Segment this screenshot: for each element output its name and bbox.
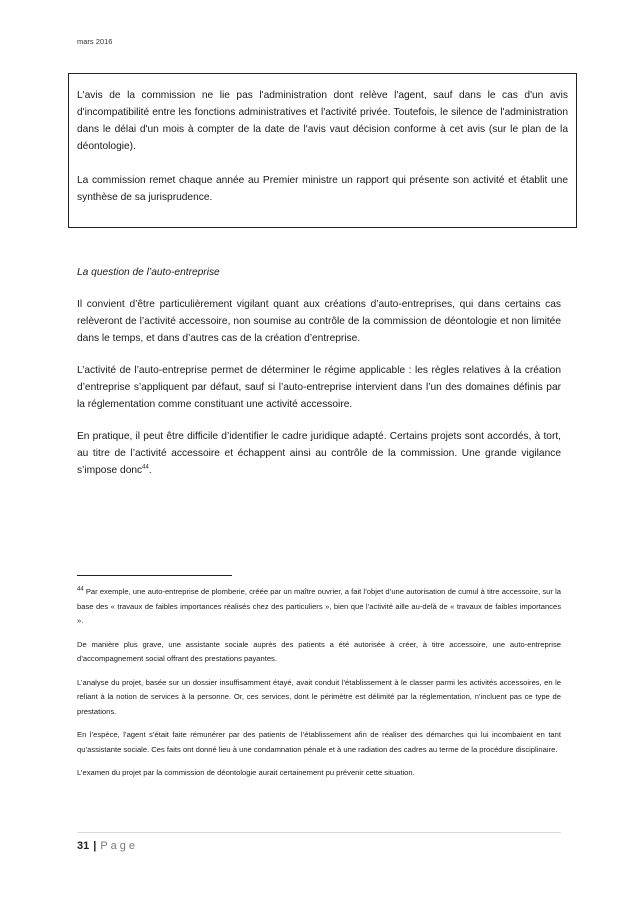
body-paragraph-2: L’activité de l’auto-entreprise permet de déterminer le régime applicable : les règles relatives à la création d’entreprise s’appliquent par défaut, sauf si l’auto-entreprise intervient dans l’un des domaines définis par la réglementation comme constituant une activité accessoire. xyxy=(77,365,561,410)
body-text xyxy=(77,264,561,494)
header-date: mars 2016 xyxy=(77,37,113,46)
footnote-separator xyxy=(77,575,232,576)
footnote-paragraph-4: En l’espèce, l’agent s’était faite rémunérer par des patients de l’établissement afin de réaliser des démarches qui lui incombaient en tant qu’assistante sociale. Ces faits ont donné lieu à une condamnation pénale et à une radiation des cadres au terme de la procédure disciplinaire. xyxy=(77,730,561,754)
footnote-first-text: Par exemple, une auto-entreprise de plomberie, créée par un maître ouvrier, a fait l’objet d’une autorisation de cumul à titre accessoire, sur la base des « travaux de faibles importances réalisés chez des particuliers », bien que l’activité aille au-delà de « travaux de faibles importances ». xyxy=(77,587,561,625)
page-label: Page xyxy=(100,840,139,852)
box-paragraph-1: L'avis de la commission ne lie pas l'administration dont relève l'agent, sauf dans le cas d'un avis d'incompatibilité entre les fonctions administratives et l'activité privée. Toutefois, le silence de l'administration dans le délai d'un mois à compter de la date de l'avis vaut décision conforme à cet avis (sur le plan de la déontologie). xyxy=(77,90,568,152)
page-footer xyxy=(77,840,138,852)
footer-separator-glyph: | xyxy=(93,840,97,852)
footnotes xyxy=(77,585,561,790)
footnote-44 xyxy=(77,585,561,629)
page-number: 31 xyxy=(77,840,90,852)
footnote-reference[interactable]: 44 xyxy=(142,464,149,471)
body-paragraph-3 xyxy=(77,428,561,479)
footnote-paragraph-5: L’examen du projet par la commission de déontologie aurait certainement pu prévenir cette situation. xyxy=(77,768,415,777)
boxed-excerpt xyxy=(68,73,577,228)
footnote-paragraph-2: De manière plus grave, une assistante sociale auprès des patients a été autorisée à créer, à titre accessoire, une auto-entreprise d’accompagnement social offrant des prestations payantes. xyxy=(77,639,561,663)
body-paragraph-1: Il convient d’être particulièrement vigilant quant aux créations d’auto-entreprises, qui dans certains cas relèveront de l’activité accessoire, non soumise au contrôle de la commission de déontologie et non limitée dans le temps, et dans d’autres cas de la création d’entreprise. xyxy=(77,299,561,344)
body-paragraph-3-text: En pratique, il peut être difficile d’identifier le cadre juridique adapté. Certains projets sont accordés, à tort, au titre de l’activité accessoire et échappent ainsi au contrôle de la commission. Une grande vigilance s’impose donc xyxy=(77,431,561,476)
footer-separator xyxy=(77,832,561,833)
footnote-paragraph-3: L’analyse du projet, basée sur un dossier insuffisamment étayé, avait conduit l’établissement à le classer parmi les activités accessoires, en le reliant à la notion de services à la personne. Or, ces services, dont le périmètre est délimité par la réglementation, n’incluent pas ce type de prestations. xyxy=(77,677,561,716)
footnote-number: 44 xyxy=(77,586,84,593)
section-title: La question de l’auto-entreprise xyxy=(77,267,220,278)
body-paragraph-3-end: . xyxy=(148,465,152,476)
box-paragraph-2: La commission remet chaque année au Premier ministre un rapport qui présente son activité et établit une synthèse de sa jurisprudence. xyxy=(77,175,568,203)
